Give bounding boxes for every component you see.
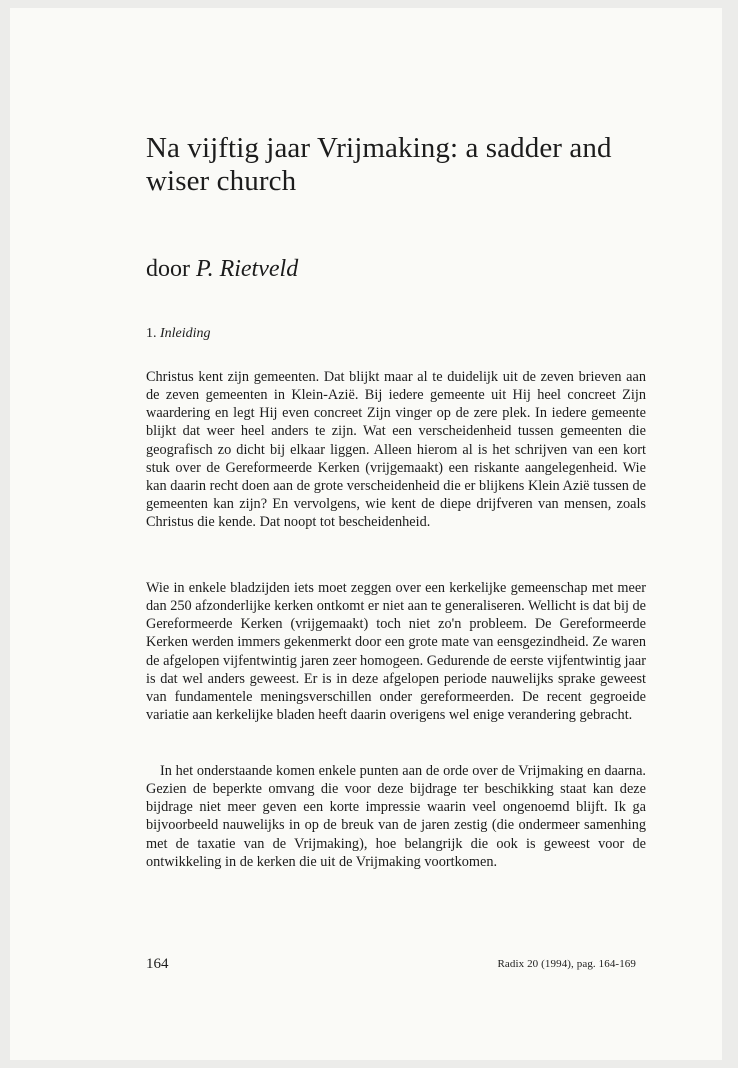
byline-prefix: door (146, 256, 190, 282)
author-name: P. Rietveld (196, 256, 299, 282)
page (10, 8, 722, 1060)
article-title: Na vijftig jaar Vrijmaking: a sadder and wiser church (146, 132, 612, 197)
body-paragraph-3: In het onderstaande komen enkele punten aan de orde over de Vrijmaking en daarna. Gezien de beperkte omvang die voor deze bijdrage ter beschikking staat kan deze bijdrage niet meer geven een korte impressie waarin veel ongenoemd blijft. Ik ga bijvoorbeeld nauwelijks in op de breuk van de jaren zestig (die ondermeer samenhing met de taxatie van de Vrijmaking), hoe belangrijk die ook is geweest voor de ontwikkeling in de kerken die uit de Vrijmaking voortkomen. (146, 763, 646, 870)
section-number: 1. (146, 326, 157, 341)
body-paragraph-1: Christus kent zijn gemeenten. Dat blijkt maar al te duidelijk uit de zeven brieven aan de zeven gemeenten in Klein-Azië. Bij iedere gemeente uit Hij heel concreet Zijn waardering en legt Hij even concreet Zijn vinger op de zere plek. In iedere gemeente blijkt dat weer heel anders te zijn. Wat een verscheidenheid tussen gemeenten die geografisch zo dicht bij elkaar liggen. Alleen hierom al is het schrijven van een kort stuk over de Gereformeerde Kerken (vrijgemaakt) een riskante aangelegenheid. Wie kan daarin recht doen aan de grote verscheidenheid die er blijkens Klein Azië tussen de gemeenten kan zijn? En vervolgens, wie kent de diepe drijfveren van mensen, zoals Christus die kende. Dat noopt tot bescheidenheid. (146, 369, 646, 531)
byline (146, 255, 298, 283)
section-heading (146, 325, 211, 343)
body-paragraph-2: Wie in enkele bladzijden iets moet zeggen over een kerkelijke gemeenschap met meer dan 250 afzonderlijke kerken ontkomt er niet aan te generaliseren. Wellicht is dat bij de Gereformeerde Kerken (vrijgemaakt) toch niet zo'n probleem. De Gereformeerde Kerken werden immers gekenmerkt door een grote mate van eensgezindheid. Ze waren de afgelopen vijfentwintig jaren zeer homogeen. Gedurende de eerste vijfentwintig jaar is dat wel anders geweest. Er is in deze afgelopen periode nauwelijks sprake geweest van fundamentele meningsverschillen onder gereformeerden. De recent gegroeide variatie aan kerkelijke bladen heeft daarin overigens wel enige verandering gebracht. (146, 580, 646, 724)
section-title: Inleiding (160, 326, 211, 341)
journal-citation: Radix 20 (1994), pag. 164-169 (497, 958, 636, 970)
page-number: 164 (146, 956, 169, 972)
